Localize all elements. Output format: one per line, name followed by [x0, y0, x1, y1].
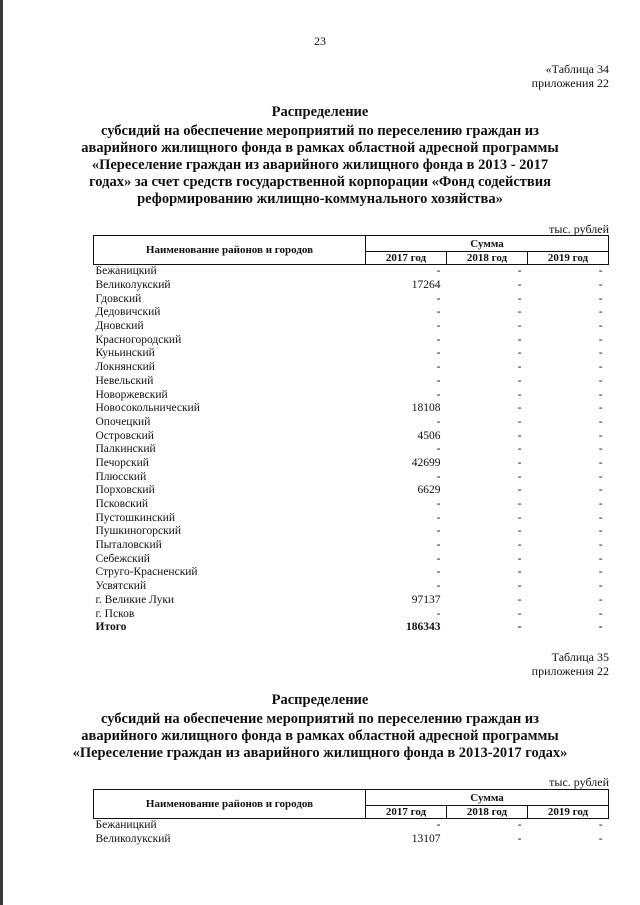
table35-title-line: Распределение	[271, 692, 369, 708]
value-2018: -	[517, 593, 522, 606]
value-2019: -	[598, 279, 603, 292]
table-row	[94, 819, 609, 833]
table-row	[94, 333, 609, 347]
table-row	[94, 443, 609, 457]
value-2017: -	[436, 819, 441, 832]
value-2017: -	[436, 388, 441, 401]
row-name: г. Псков	[95, 607, 135, 620]
row-name: Усвятский	[95, 580, 147, 593]
table-row	[94, 594, 609, 608]
value-2018: -	[517, 361, 522, 374]
value-2019: -	[598, 374, 603, 387]
value-2019: -	[598, 552, 603, 565]
row-name: Новоржевский	[95, 388, 168, 401]
row-name: Печорский	[95, 456, 149, 469]
value-2018: -	[517, 607, 522, 620]
value-2019: -	[598, 402, 603, 415]
table34-units: тыс. рублей	[549, 222, 609, 236]
value-2017: -	[436, 470, 441, 483]
header-2019: 2019 год	[528, 806, 609, 819]
row-name: Себежский	[95, 552, 150, 565]
row-name: Псковский	[95, 498, 149, 511]
table-row	[94, 292, 609, 306]
header-sum: Сумма	[366, 236, 609, 252]
table-row	[94, 566, 609, 580]
value-2017: -	[436, 552, 441, 565]
value-2018: -	[517, 819, 522, 832]
header-2019: 2019 год	[528, 252, 609, 265]
header-2018: 2018 год	[447, 252, 528, 265]
value-2018: -	[517, 484, 522, 497]
table34-title	[60, 104, 580, 208]
value-2018: -	[517, 374, 522, 387]
value-2019: -	[598, 347, 603, 360]
row-name: Великолукский	[95, 279, 171, 292]
value-2018: -	[517, 511, 522, 524]
table34-ref-line2: приложения 22	[531, 76, 609, 90]
row-name: Великолукский	[95, 833, 171, 846]
value-2018: -	[517, 580, 522, 593]
row-name: Гдовский	[95, 292, 142, 305]
table35-title-line: «Переселение граждан из аварийного жилищного фонда в 2013-2017 годах»	[72, 745, 568, 761]
value-2019: -	[598, 388, 603, 401]
value-2019: -	[598, 525, 603, 538]
value-2017: 4506	[417, 429, 441, 442]
value-2017: 18108	[411, 402, 441, 415]
value-2017: -	[436, 539, 441, 552]
row-name: Локнянский	[95, 361, 155, 374]
value-2017: -	[436, 292, 441, 305]
value-2019: -	[598, 333, 603, 346]
row-name: Бежаницкий	[95, 265, 157, 278]
value-2017: -	[436, 566, 441, 579]
table35-ref-line1: Таблица 35	[551, 650, 609, 664]
table-row	[94, 511, 609, 525]
table-row	[94, 484, 609, 498]
header-2018: 2018 год	[447, 806, 528, 819]
value-2019: -	[598, 566, 603, 579]
value-2019: -	[598, 443, 603, 456]
row-name: Новосокольнический	[95, 402, 200, 415]
table34-title-line: аварийного жилищного фонда в рамках областной адресной программы	[81, 140, 559, 156]
value-2018: -	[517, 292, 522, 305]
row-name: г. Великие Луки	[95, 593, 175, 606]
header-2017: 2017 год	[366, 806, 447, 819]
value-2019: -	[598, 580, 603, 593]
header-2017: 2017 год	[366, 252, 447, 265]
value-2018: -	[517, 470, 522, 483]
row-name: Красногородский	[95, 333, 182, 346]
table-row	[94, 539, 609, 553]
value-2017: -	[436, 415, 441, 428]
row-name: Куньинский	[95, 347, 155, 360]
value-2017: 42699	[411, 456, 441, 469]
value-2017: 13107	[411, 833, 441, 846]
value-2019: -	[598, 607, 603, 620]
value-2019: -	[598, 484, 603, 497]
value-2017: -	[436, 306, 441, 319]
table34	[93, 235, 609, 635]
header-sum: Сумма	[366, 790, 609, 806]
table-row	[94, 361, 609, 375]
scan-edge	[0, 0, 3, 905]
table34-reference	[532, 62, 609, 90]
value-2017: -	[436, 320, 441, 333]
table-row	[94, 320, 609, 334]
value-2019: -	[598, 265, 603, 278]
table35-title-line: субсидий на обеспечение мероприятий по переселению граждан из	[100, 711, 539, 727]
table-row	[94, 279, 609, 293]
table34-title-line: Распределение	[271, 104, 369, 120]
table-row	[94, 833, 609, 847]
value-2019: -	[598, 456, 603, 469]
table-row	[94, 429, 609, 443]
value-2017: -	[436, 580, 441, 593]
value-2018: -	[517, 279, 522, 292]
table-row	[94, 388, 609, 402]
table-row	[94, 607, 609, 621]
value-2017: 17264	[411, 279, 441, 292]
value-2017: -	[436, 443, 441, 456]
row-name: Итого	[95, 621, 127, 634]
value-2019: -	[598, 320, 603, 333]
table-row	[94, 375, 609, 389]
value-2017: -	[436, 607, 441, 620]
table35-ref-line2: приложения 22	[531, 664, 609, 678]
value-2018: -	[517, 333, 522, 346]
value-2019: -	[598, 292, 603, 305]
value-2018: -	[517, 388, 522, 401]
table-row	[94, 457, 609, 471]
value-2019: -	[598, 833, 603, 846]
value-2019: -	[598, 498, 603, 511]
value-2018: -	[517, 552, 522, 565]
table34-title-line: годах» за счет средств государственной корпорации «Фонд содействия	[89, 174, 551, 190]
value-2017: -	[436, 511, 441, 524]
value-2019: -	[598, 621, 603, 634]
value-2018: -	[517, 402, 522, 415]
value-2017: 186343	[406, 621, 441, 634]
table-row	[94, 347, 609, 361]
value-2017: 6629	[417, 484, 441, 497]
table-row	[94, 265, 609, 279]
value-2017: -	[436, 361, 441, 374]
value-2018: -	[517, 456, 522, 469]
value-2018: -	[517, 443, 522, 456]
value-2017: -	[436, 347, 441, 360]
table-row	[94, 498, 609, 512]
row-name: Бежаницкий	[95, 819, 157, 832]
value-2018: -	[517, 320, 522, 333]
value-2019: -	[598, 306, 603, 319]
table34-ref-line1: «Таблица 34	[545, 62, 609, 76]
header-name: Наименование районов и городов	[94, 236, 366, 265]
value-2017: 97137	[411, 593, 441, 606]
value-2017: -	[436, 374, 441, 387]
value-2018: -	[517, 306, 522, 319]
row-name: Пушкиногорский	[95, 525, 181, 538]
table35	[93, 789, 609, 846]
value-2017: -	[436, 265, 441, 278]
value-2018: -	[517, 539, 522, 552]
value-2019: -	[598, 429, 603, 442]
value-2018: -	[517, 566, 522, 579]
row-name: Невельский	[95, 374, 154, 387]
value-2017: -	[436, 525, 441, 538]
table-row	[94, 306, 609, 320]
header-name: Наименование районов и городов	[94, 790, 366, 819]
row-name: Островский	[95, 429, 154, 442]
table-row	[94, 580, 609, 594]
row-name: Пыталовский	[95, 539, 162, 552]
row-name: Дновский	[95, 320, 144, 333]
value-2018: -	[517, 415, 522, 428]
row-name: Опочецкий	[95, 415, 151, 428]
table35-title	[60, 692, 580, 762]
table35-reference	[532, 650, 609, 678]
value-2018: -	[517, 621, 522, 634]
row-name: Порховский	[95, 484, 155, 497]
table34-title-line: «Переселение граждан из аварийного жилищного фонда в 2013 - 2017	[91, 157, 549, 173]
value-2019: -	[598, 470, 603, 483]
total-row	[94, 621, 609, 635]
row-name: Струго-Красненский	[95, 566, 198, 579]
value-2019: -	[598, 593, 603, 606]
value-2017: -	[436, 498, 441, 511]
value-2019: -	[598, 539, 603, 552]
table34-title-line: реформированию жилищно-коммунального хозяйства»	[137, 191, 503, 207]
value-2018: -	[517, 265, 522, 278]
table-row	[94, 402, 609, 416]
value-2018: -	[517, 833, 522, 846]
row-name: Плюсский	[95, 470, 147, 483]
value-2019: -	[598, 415, 603, 428]
table35-units: тыс. рублей	[549, 775, 609, 789]
page-number: 23	[314, 34, 326, 48]
table-row	[94, 416, 609, 430]
row-name: Палкинский	[95, 443, 156, 456]
value-2018: -	[517, 347, 522, 360]
value-2019: -	[598, 361, 603, 374]
row-name: Дедовичский	[95, 306, 161, 319]
table35-title-line: аварийного жилищного фонда в рамках областной адресной программы	[81, 728, 559, 744]
value-2018: -	[517, 498, 522, 511]
table-row	[94, 525, 609, 539]
value-2019: -	[598, 819, 603, 832]
table-row	[94, 552, 609, 566]
value-2017: -	[436, 333, 441, 346]
value-2019: -	[598, 511, 603, 524]
row-name: Пустошкинский	[95, 511, 176, 524]
table-row	[94, 470, 609, 484]
table34-title-line: субсидий на обеспечение мероприятий по переселению граждан из	[100, 123, 539, 139]
value-2018: -	[517, 525, 522, 538]
value-2018: -	[517, 429, 522, 442]
